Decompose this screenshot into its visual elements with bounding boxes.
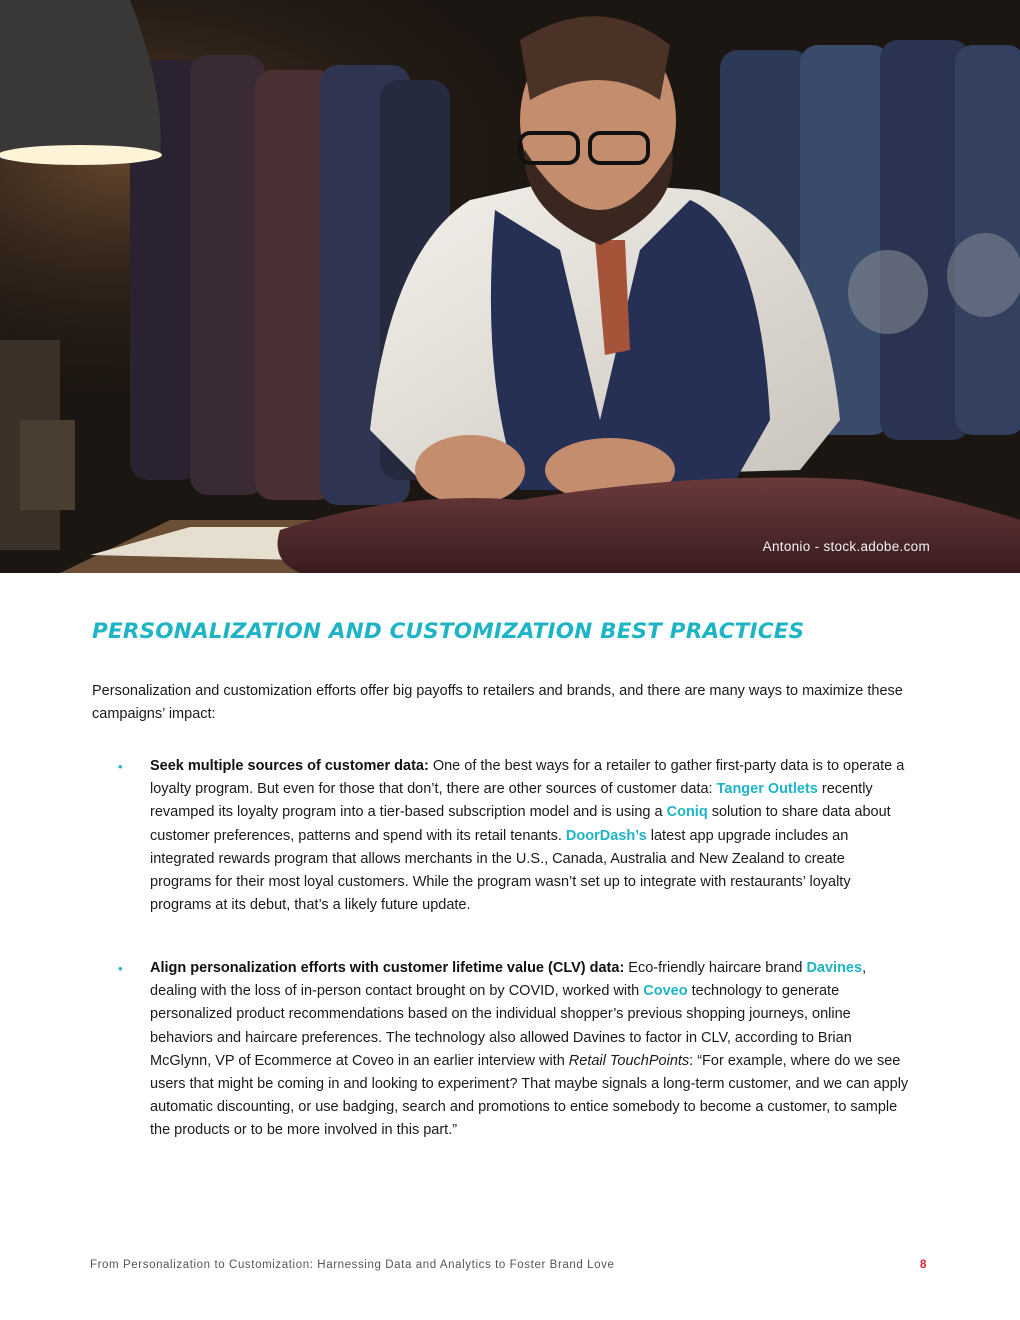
page-number: 8 <box>920 1259 927 1271</box>
tailor-photo-icon <box>0 0 1020 573</box>
bullet-text: solution to share data about customer preferences, patterns and spend with its retail tenants. <box>150 804 891 844</box>
bullet-text: latest app upgrade includes an integrated rewards program that allows merchants in the U.S., Canada, Australia and New Zealand to create programs for their most loyal customers. While the program wasn’t set up to integrate with restaurants’ loyalty programs at its debut, that’s a likely future update. <box>150 827 851 914</box>
link-tanger-outlets[interactable]: Tanger Outlets <box>716 781 818 798</box>
bullet-icon: • <box>118 961 123 976</box>
bullet-text: Eco-friendly haircare brand <box>624 960 807 976</box>
bullet-text: : “For example, where do we see users that might be coming in and looking to experiment? That maybe signals a long-term customer, and we can apply automatic discounting, or use badging, search and promotions to entice somebody to become a customer, to sample the products or to be more involved in this part.” <box>150 1052 909 1139</box>
intro-paragraph: Personalization and customization efforts offer big payoffs to retailers and brands, and there are many ways to maximize these campaigns’ impact: <box>92 683 903 723</box>
link-coveo[interactable]: Coveo <box>643 983 688 1000</box>
hero-image <box>0 0 1020 573</box>
list-item <box>118 957 910 1143</box>
photo-credit: Antonio - stock.adobe.com <box>762 539 930 554</box>
bullet-text: One of the best ways for a retailer to gather first-party data is to operate a loyalty program. But even for those that don’t, there are other sources of customer data: <box>150 758 905 798</box>
section-heading: PERSONALIZATION AND CUSTOMIZATION BEST PRACTICES <box>92 619 805 644</box>
link-doordash[interactable]: DoorDash’s <box>565 827 647 844</box>
link-coniq[interactable]: Coniq <box>666 804 708 821</box>
bullet-text: , dealing with the loss of in-person contact brought on by COVID, worked with <box>150 960 867 1000</box>
link-davines[interactable]: Davines <box>806 960 863 976</box>
bullet-text: recently revamped its loyalty program into a tier-based subscription model and is using a <box>150 781 873 821</box>
bullet-icon: • <box>118 759 123 774</box>
bullet-lead: Align personalization efforts with customer lifetime value (CLV) data: <box>150 960 625 976</box>
list-item <box>118 755 910 917</box>
footer-title: From Personalization to Customization: Harnessing Data and Analytics to Foster Brand Love <box>90 1259 615 1271</box>
bullet-lead: Seek multiple sources of customer data: <box>150 758 429 774</box>
bullet-text: technology to generate personalized product recommendations based on the individual shopper’s previous shopping journeys, online behaviors and haircare preferences. The technology also allowed Davines to factor in CLV, according to Brian McGlynn, VP of Ecommerce at Coveo in an earlier interview with <box>150 983 852 1069</box>
publication-name: Retail TouchPoints <box>568 1052 690 1069</box>
